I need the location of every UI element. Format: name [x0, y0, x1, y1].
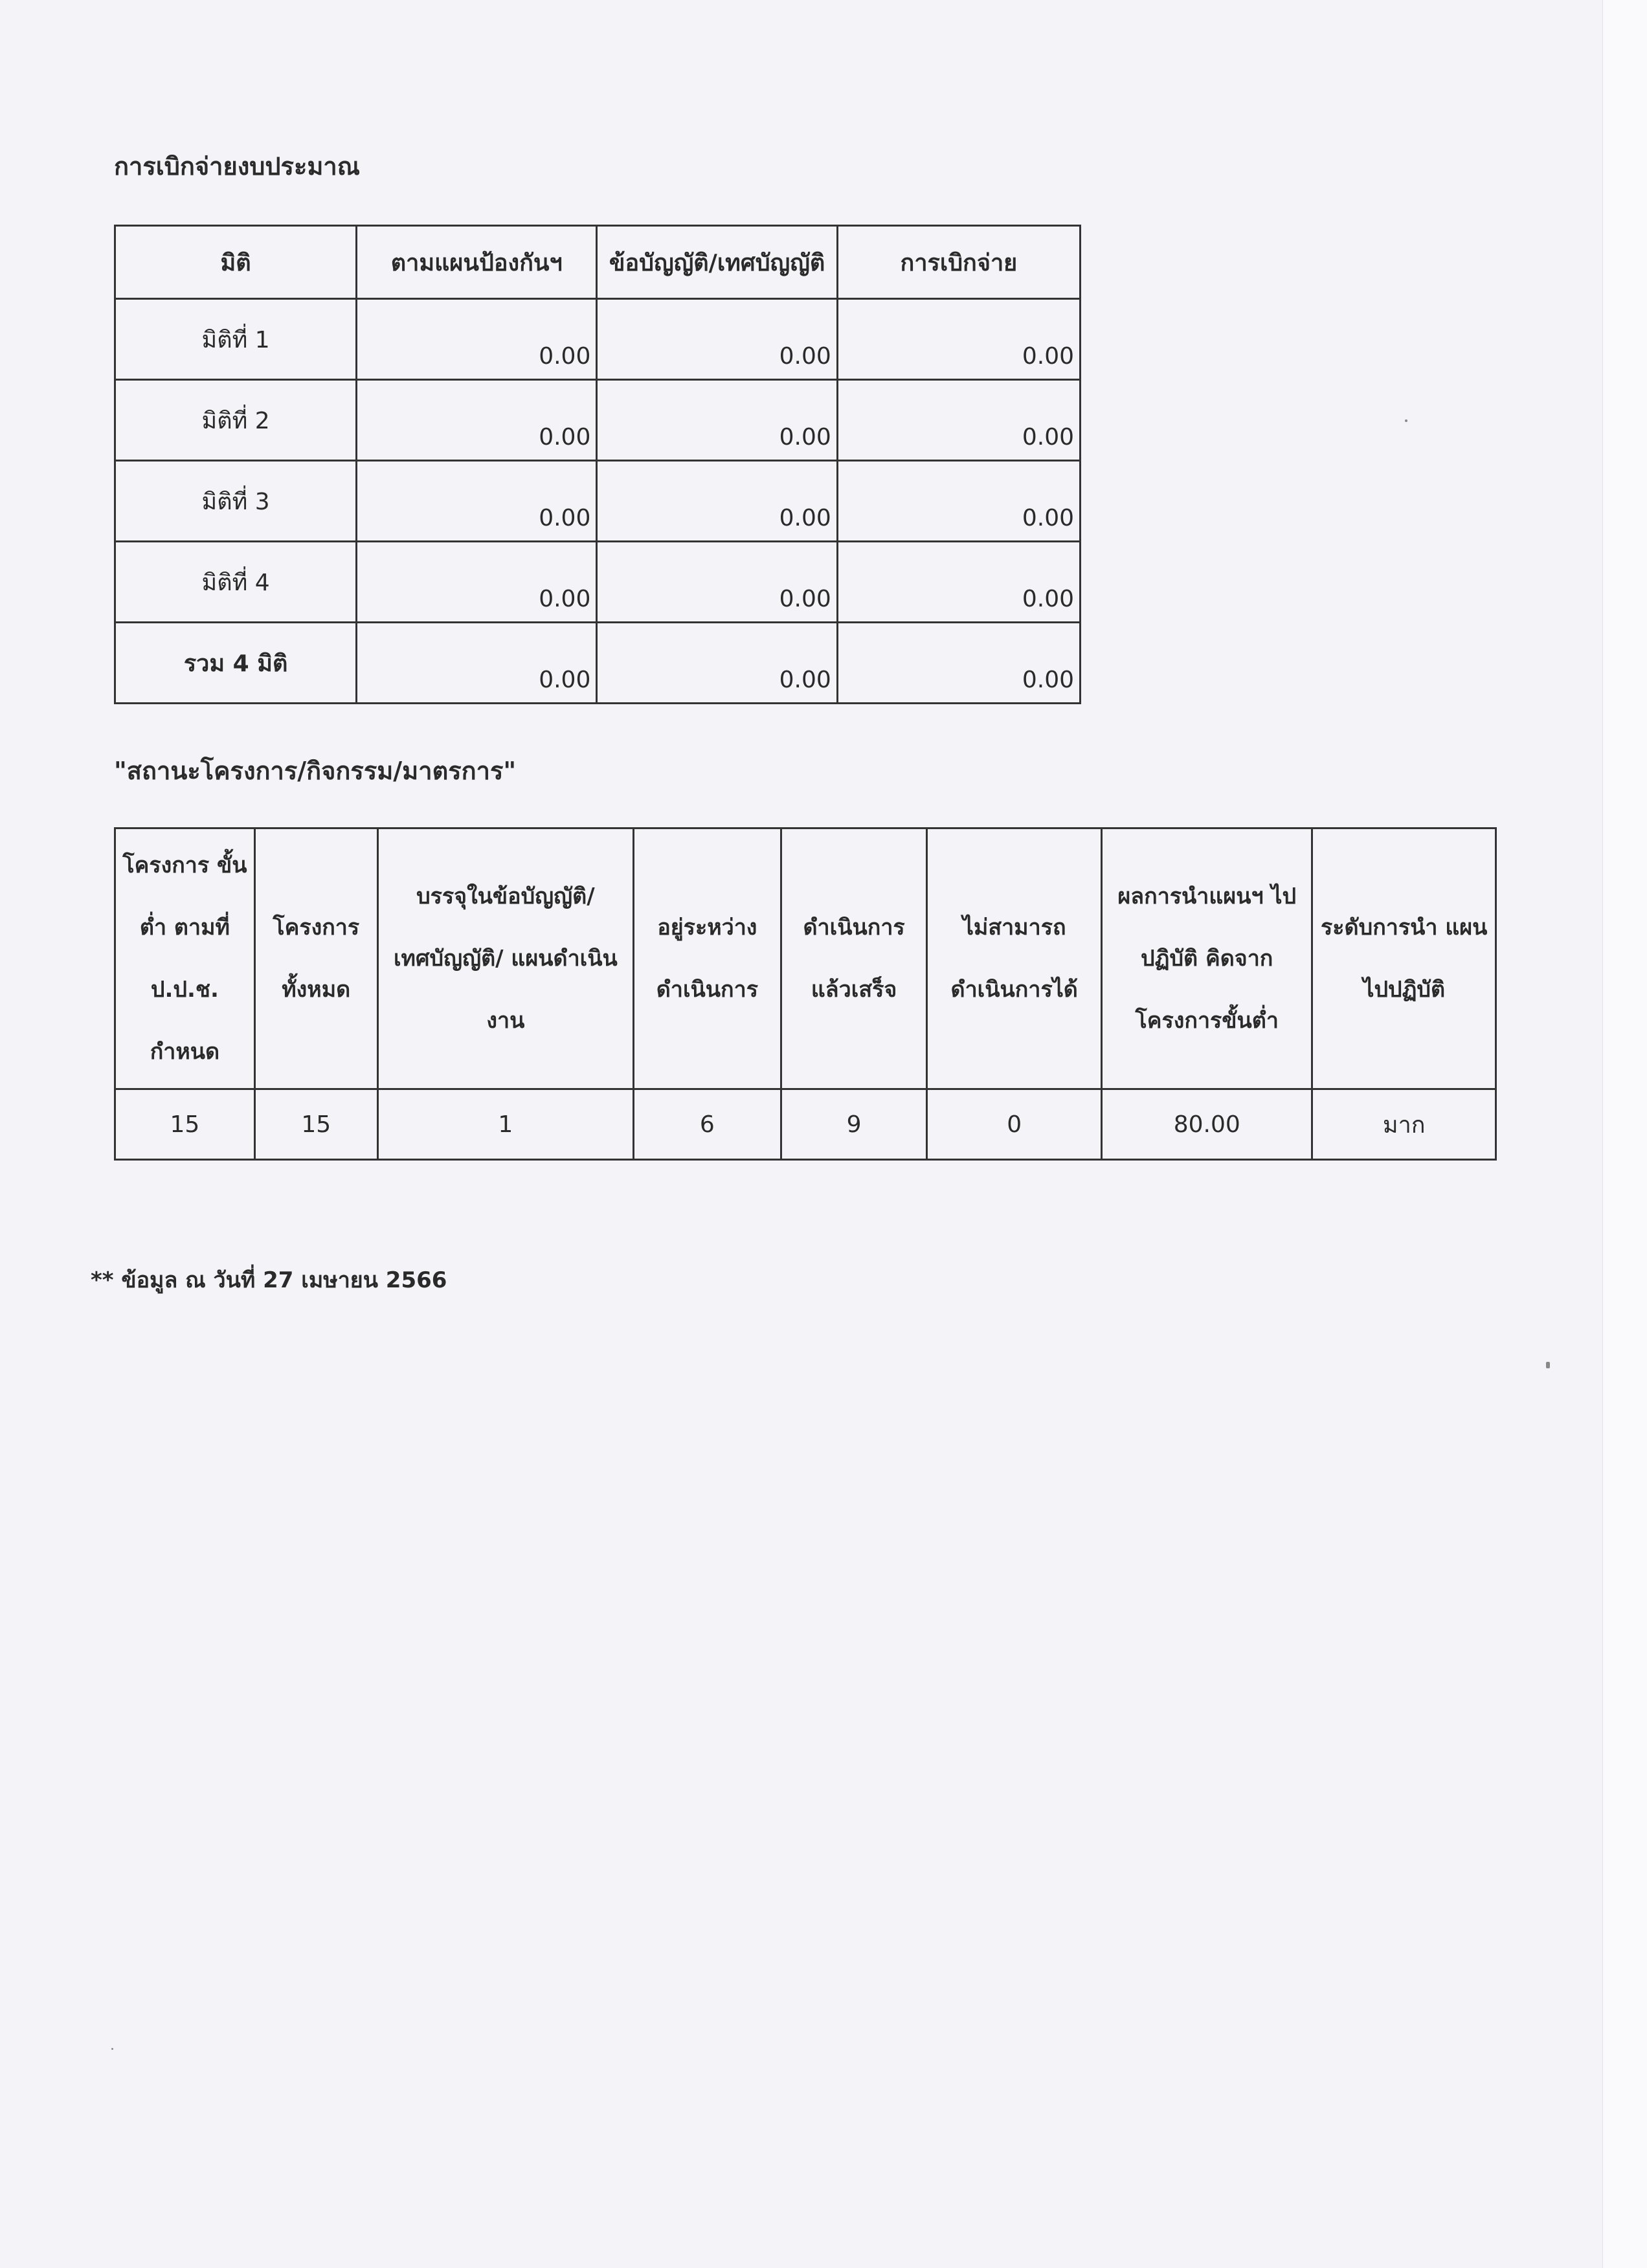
table-row [115, 461, 1081, 542]
budget-heading: การเบิกจ่ายงบประมาณ [114, 152, 360, 181]
table-cell: 6 [634, 1089, 781, 1160]
table-row [115, 380, 1081, 461]
table-row [115, 542, 1081, 623]
table-cell: 9 [781, 1089, 927, 1160]
disbursed-value: 0.00 [837, 623, 1080, 704]
dimension-label: มิติที่ 2 [115, 380, 357, 461]
table-row [115, 1089, 1496, 1160]
column-header: บรรจุในข้อบัญญัติ/ เทศบัญญัติ/ แผนดำเนินงาน [377, 828, 633, 1089]
ordinance-value: 0.00 [597, 299, 837, 380]
ordinance-value: 0.00 [597, 380, 837, 461]
table-cell: 15 [254, 1089, 377, 1160]
dimension-label: รวม 4 มิติ [115, 623, 357, 704]
column-header: โครงการ ทั้งหมด [254, 828, 377, 1089]
page-edge [1602, 0, 1647, 2268]
table-header-row [115, 226, 1081, 299]
budget-table [114, 225, 1081, 704]
plan-value: 0.00 [357, 299, 597, 380]
table-row [115, 299, 1081, 380]
column-header: การเบิกจ่าย [837, 226, 1080, 299]
column-header: ไม่สามารถ ดำเนินการได้ [927, 828, 1102, 1089]
scan-speck [111, 2048, 113, 2050]
column-header: ดำเนินการ แล้วเสร็จ [781, 828, 927, 1089]
disbursed-value: 0.00 [837, 380, 1080, 461]
column-header: ผลการนำแผนฯ ไปปฏิบัติ คิดจาก โครงการขั้นต่ำ [1101, 828, 1312, 1089]
ordinance-value: 0.00 [597, 623, 837, 704]
footnote: ** ข้อมูล ณ วันที่ 27 เมษายน 2566 [91, 1267, 447, 1293]
disbursed-value: 0.00 [837, 542, 1080, 623]
ordinance-value: 0.00 [597, 461, 837, 542]
total-row [115, 623, 1081, 704]
plan-value: 0.00 [357, 542, 597, 623]
table-cell: 80.00 [1101, 1089, 1312, 1160]
column-header: ระดับการนำ แผนไปปฏิบัติ [1312, 828, 1496, 1089]
ordinance-value: 0.00 [597, 542, 837, 623]
column-header: มิติ [115, 226, 357, 299]
dimension-label: มิติที่ 3 [115, 461, 357, 542]
table-header-row [115, 828, 1496, 1089]
table-cell: 1 [377, 1089, 633, 1160]
column-header: อยู่ระหว่าง ดำเนินการ [634, 828, 781, 1089]
table-cell: 0 [927, 1089, 1102, 1160]
disbursed-value: 0.00 [837, 299, 1080, 380]
column-header: โครงการ ขั้นต่ำ ตามที่ ป.ป.ช. กำหนด [115, 828, 255, 1089]
project-status-table [114, 827, 1497, 1161]
dimension-label: มิติที่ 1 [115, 299, 357, 380]
disbursed-value: 0.00 [837, 461, 1080, 542]
plan-value: 0.00 [357, 623, 597, 704]
table-cell: มาก [1312, 1089, 1496, 1160]
scan-speck [1546, 1362, 1550, 1368]
table-cell: 15 [115, 1089, 255, 1160]
scan-speck [1405, 419, 1407, 422]
column-header: ข้อบัญญัติ/เทศบัญญัติ [597, 226, 837, 299]
dimension-label: มิติที่ 4 [115, 542, 357, 623]
plan-value: 0.00 [357, 461, 597, 542]
plan-value: 0.00 [357, 380, 597, 461]
column-header: ตามแผนป้องกันฯ [357, 226, 597, 299]
status-heading: "สถานะโครงการ/กิจกรรม/มาตรการ" [114, 757, 517, 785]
